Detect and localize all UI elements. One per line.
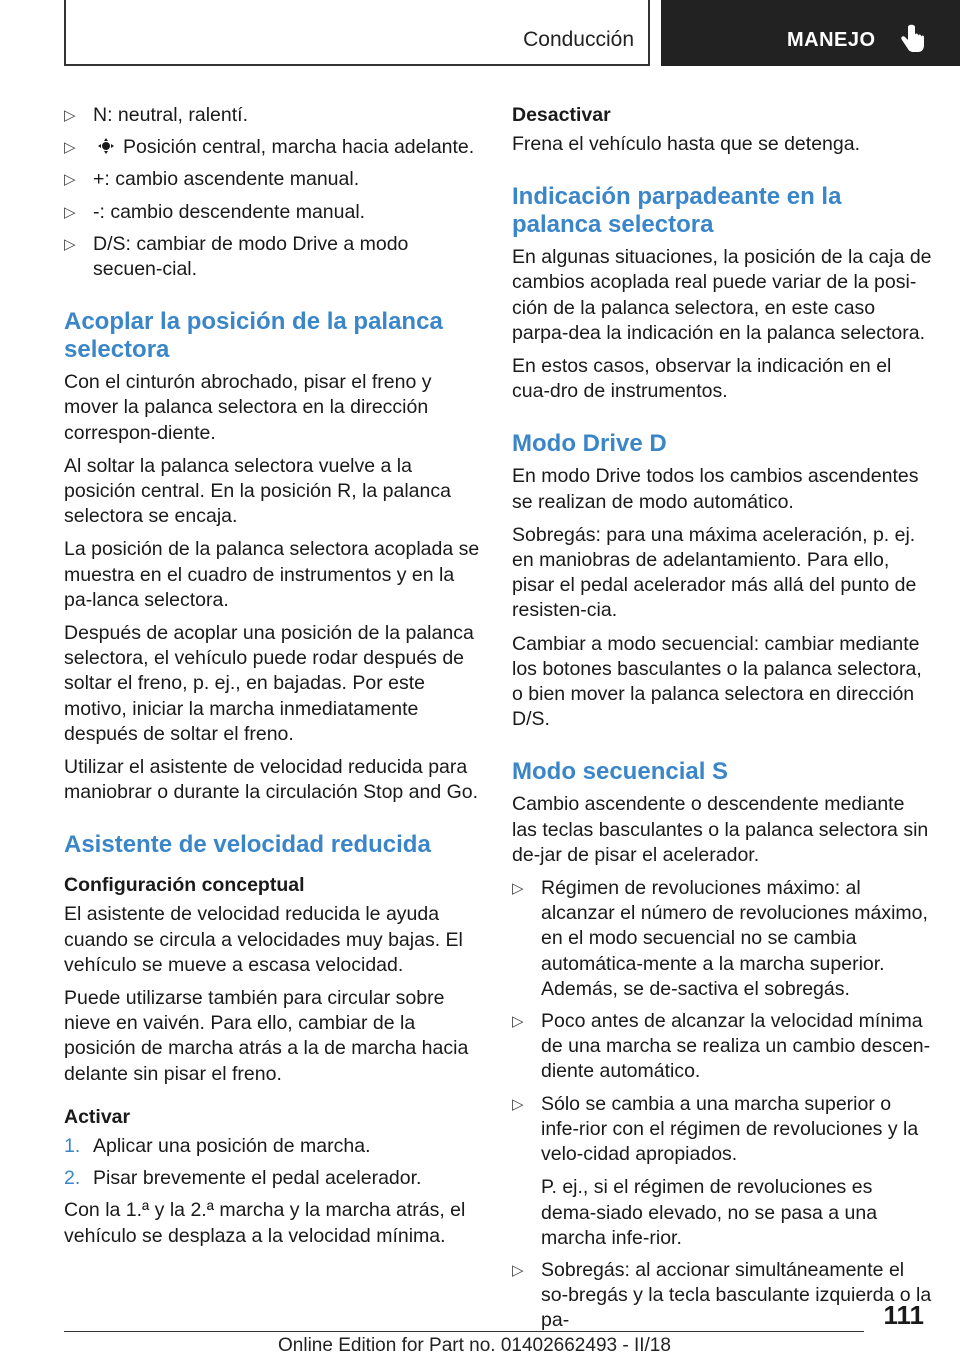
list-item: ▷ +: cambio ascendente manual.: [64, 167, 482, 192]
gear-position-list: [64, 103, 482, 282]
heading-indicacion: Indicación parpadeante en la palanca selectora: [512, 183, 842, 239]
subheading-activar: Activar: [64, 1105, 131, 1128]
list-item: ▷ Sólo se cambia a una marcha superior o infe-rior con el régimen de revoluciones y la velo-cidad apropiados. P. ej., si el régimen de revoluciones es dema-siado elevado, no se pasa a una marcha infe-rior.: [512, 1092, 932, 1251]
header-chapter-tab: [661, 0, 960, 66]
header-section-box: [64, 0, 650, 66]
triangle-bullet-icon: ▷: [512, 1261, 524, 1279]
paragraph: Cambiar a modo secuencial: cambiar mediante los botones basculantes o la palanca selectora, o bien mover la palanca selectora en dirección D/S.: [512, 632, 922, 731]
heading-asistente: Asistente de velocidad reducida: [64, 831, 431, 859]
paragraph: Al soltar la palanca selectora vuelve a la posición central. En la posición R, la palanca selectora se encaja.: [64, 454, 451, 528]
heading-drive: Modo Drive D: [512, 430, 667, 458]
list-item: ▷ Régimen de revoluciones máximo: al alcanzar el número de revoluciones máximo, en el modo secuencial no se cambia automática-mente a la marcha superior. Además, se de-sactiva el sobregás.: [512, 877, 928, 1000]
right-column: [512, 103, 932, 1341]
triangle-bullet-icon: ▷: [512, 1013, 524, 1031]
subheading-desactivar: Desactivar: [512, 104, 611, 126]
header-chapter-title: MANEJO: [787, 29, 876, 51]
triangle-bullet-icon: ▷: [64, 107, 76, 124]
paragraph: Utilizar el asistente de velocidad reducida para maniobrar o durante la circulación Stop and Go.: [64, 756, 479, 804]
triangle-bullet-icon: ▷: [64, 235, 76, 253]
list-item: ▷ D/S: cambiar de modo Drive a modo secuen-cial.: [64, 232, 409, 281]
list-item: 2. Pisar brevemente el pedal acelerador.: [64, 1167, 422, 1190]
heading-secuencial: Modo secuencial S: [512, 758, 729, 786]
paragraph: En modo Drive todos los cambios ascendentes se realizan de modo automático.: [512, 465, 919, 513]
list-item: ▷ Posición central, marcha hacia adelante.: [64, 135, 482, 160]
page-number: 111: [883, 1300, 924, 1330]
paragraph: P. ej., si el régimen de revoluciones es dema-siado elevado, no se pasa a una marcha infe-rior.: [541, 1176, 878, 1249]
subheading-config: Configuración conceptual: [64, 874, 305, 897]
triangle-bullet-icon: ▷: [512, 880, 524, 898]
paragraph: Sobregás: para una máxima aceleración, p. ej. en maniobras de adelantamiento. Para ello, pisar el pedal acelerador más allá del punto de resisten-cia.: [512, 523, 917, 622]
paragraph: Después de acoplar una posición de la palanca selectora, el vehículo puede rodar después de soltar el freno, p. ej., en bajadas. Por este motivo, iniciar la marcha inmediatamente después de soltar el freno.: [64, 622, 474, 745]
list-item: ▷ Sobregás: al accionar simultáneamente el so-bregás y la tecla basculante izquierda o la pa-: [512, 1258, 932, 1332]
list-item: ▷ N: neutral, ralentí.: [64, 103, 482, 128]
paragraph: Con la 1.ª y la 2.ª marcha y la marcha atrás, el vehículo se desplaza a la velocidad mínima.: [64, 1199, 466, 1247]
paragraph: Frena el vehículo hasta que se detenga.: [512, 133, 860, 155]
footer-edition: Online Edition for Part no. 01402662493 - II/18: [278, 1335, 671, 1356]
triangle-bullet-icon: ▷: [64, 139, 76, 157]
list-item: ▷ Poco antes de alcanzar la velocidad mínima de una marcha se realiza un cambio descen-diente automático.: [512, 1010, 931, 1083]
triangle-bullet-icon: ▷: [64, 171, 76, 189]
paragraph: En estos casos, observar la indicación en el cua-dro de instrumentos.: [512, 355, 892, 403]
triangle-bullet-icon: ▷: [512, 1095, 524, 1113]
list-item: ▷ -: cambio descendente manual.: [64, 200, 482, 225]
paragraph: Con el cinturón abrochado, pisar el freno y mover la palanca selectora en la dirección correspon-diente.: [64, 371, 432, 444]
center-position-icon: [97, 137, 115, 155]
footer-divider: [64, 1331, 864, 1332]
header-section-title: Conducción: [523, 28, 634, 51]
paragraph: Puede utilizarse también para circular sobre nieve en vaivén. Para ello, cambiar de la posición de marcha atrás a la de marcha hacia delante sin pisar el freno.: [64, 987, 469, 1085]
left-column: [64, 103, 482, 1257]
list-item: 1. Aplicar una posición de marcha.: [64, 1134, 371, 1157]
paragraph: Cambio ascendente o descendente mediante las teclas basculantes o la palanca selectora sin de-jar de pisar el acelerador.: [512, 793, 929, 866]
heading-acoplar: Acoplar la posición de la palanca selectora: [64, 308, 443, 364]
paragraph: En algunas situaciones, la posición de la caja de cambios acoplada real puede variar de la posi-ción de la palanca selectora, en este caso parpa-dea la indicación en la palanca selectora.: [512, 246, 932, 344]
paragraph: El asistente de velocidad reducida le ayuda cuando se circula a velocidades muy bajas. El vehículo se mueve a escasa velocidad.: [64, 903, 463, 976]
activar-steps: [64, 1134, 482, 1191]
paragraph: La posición de la palanca selectora acoplada se muestra en el cuadro de instrumentos y en la pa-lanca selectora.: [64, 538, 480, 611]
secuencial-list: [512, 876, 932, 1333]
hand-pointer-icon: [899, 24, 925, 54]
triangle-bullet-icon: ▷: [64, 203, 76, 221]
